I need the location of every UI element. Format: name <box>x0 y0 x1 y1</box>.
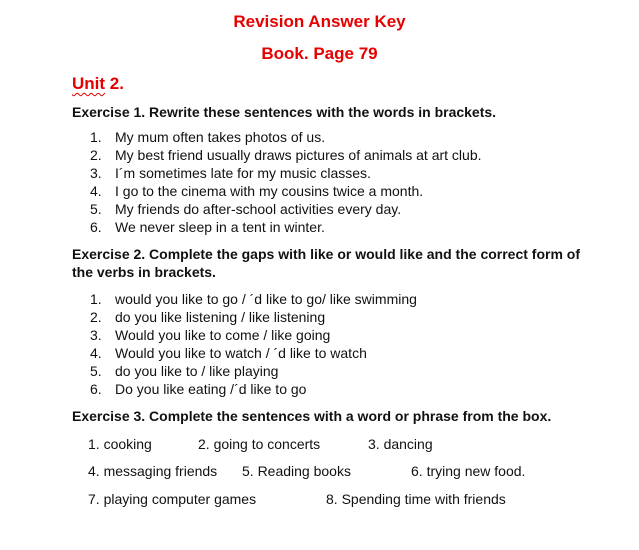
exercise-3-heading: Exercise 3. Complete the sentences with a word or phrase from the box. <box>72 408 552 424</box>
list-item-number: 3. <box>90 165 102 181</box>
exercise-2-heading: Exercise 2. Complete the gaps with like or would like and the correct form of the verbs in brackets. <box>72 246 581 280</box>
unit-number: 2. <box>109 74 124 93</box>
list-item-text: We never sleep in a tent in winter. <box>115 219 325 235</box>
box-answer: 6. trying new food. <box>411 463 526 479</box>
list-item-text: would you like to go / ´d like to go/ like swimming <box>115 291 417 307</box>
document-subtitle: Book. Page 79 <box>261 44 378 63</box>
list-item-number: 5. <box>90 201 102 217</box>
list-item-text: do you like to / like playing <box>115 363 279 379</box>
list-item <box>90 164 482 182</box>
box-answer: 7. playing computer games <box>88 491 257 507</box>
unit-prefix: Unit <box>72 74 106 93</box>
list-item <box>90 182 482 200</box>
list-item <box>90 308 417 326</box>
list-item-number: 1. <box>90 291 102 307</box>
list-item <box>90 344 417 362</box>
list-item-number: 5. <box>90 363 102 379</box>
unit-heading <box>72 74 124 94</box>
list-item <box>90 128 482 146</box>
box-answer: 5. Reading books <box>242 463 351 479</box>
list-item-number: 4. <box>90 345 102 361</box>
box-answer: 4. messaging friends <box>88 463 218 479</box>
box-answer: 3. dancing <box>368 436 433 452</box>
list-item-text: do you like listening / like listening <box>115 309 326 325</box>
list-item-number: 2. <box>90 309 102 325</box>
exercise-1-heading: Exercise 1. Rewrite these sentences with the words in brackets. <box>72 104 497 120</box>
list-item <box>90 218 482 236</box>
exercise-2-list <box>90 290 417 398</box>
list-item-number: 1. <box>90 129 102 145</box>
box-answer: 2. going to concerts <box>198 436 321 452</box>
list-item <box>90 146 482 164</box>
list-item-text: Would you like to watch / ´d like to watch <box>115 345 367 361</box>
list-item-number: 6. <box>90 381 102 397</box>
list-item-number: 6. <box>90 219 102 235</box>
list-item-number: 3. <box>90 327 102 343</box>
list-item-text: My mum often takes photos of us. <box>115 129 326 145</box>
list-item-text: My best friend usually draws pictures of animals at art club. <box>115 147 482 163</box>
exercise-1-list <box>90 128 482 236</box>
list-item-number: 2. <box>90 147 102 163</box>
list-item <box>90 200 482 218</box>
list-item <box>90 290 417 308</box>
box-answer: 8. Spending time with friends <box>326 491 506 507</box>
list-item-text: Do you like eating /´d like to go <box>115 381 307 397</box>
list-item-text: Would you like to come / like going <box>115 327 331 343</box>
box-answer: 1. cooking <box>88 436 152 452</box>
list-item <box>90 362 417 380</box>
list-item <box>90 326 417 344</box>
list-item-number: 4. <box>90 183 102 199</box>
list-item-text: I´m sometimes late for my music classes. <box>115 165 371 181</box>
list-item-text: My friends do after-school activities every day. <box>115 201 402 217</box>
document-title: Revision Answer Key <box>233 12 406 31</box>
list-item-text: I go to the cinema with my cousins twice a month. <box>115 183 424 199</box>
list-item <box>90 380 417 398</box>
